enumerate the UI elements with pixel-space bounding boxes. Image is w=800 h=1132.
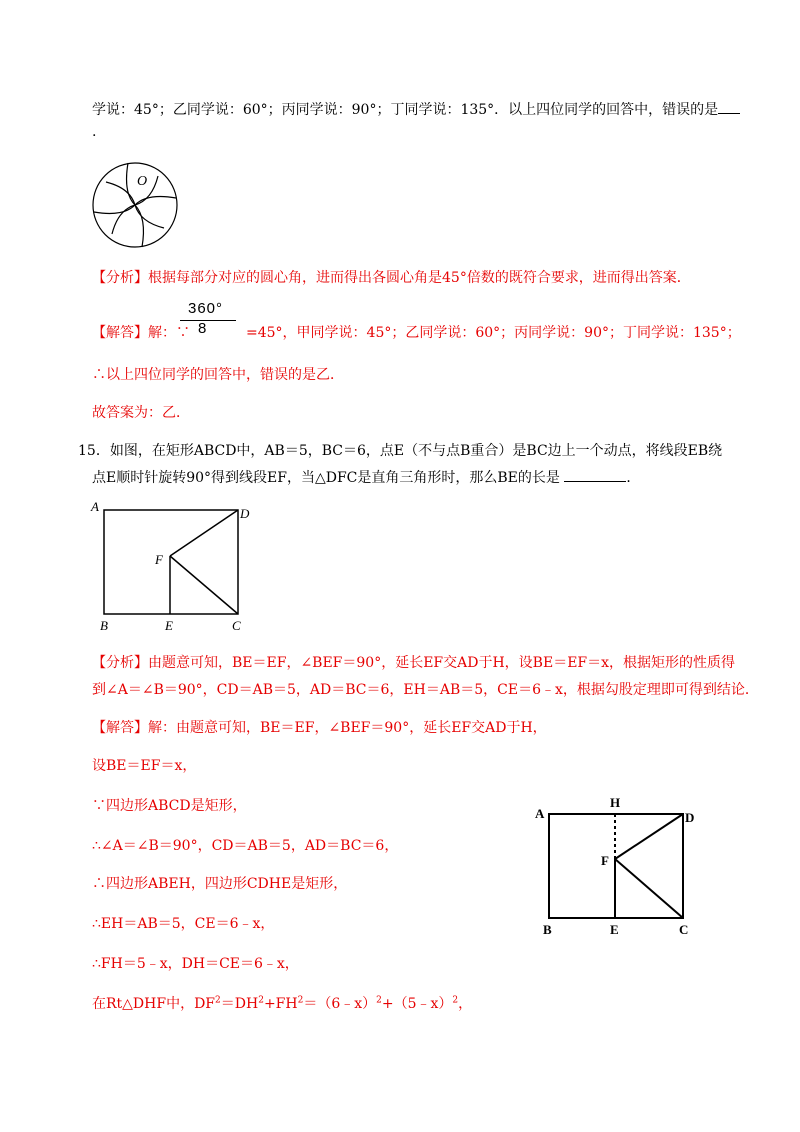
q15-analysis-line2: 到∠A＝∠B＝90°，CD＝AB＝5，AD＝BC＝6，EH＝AB＝5，CE＝6﹣x，根据勾股定理即可得到结论． xyxy=(92,682,759,698)
pinwheel-arc xyxy=(135,205,164,228)
q15-stem-line1 xyxy=(78,441,722,461)
label-h: H xyxy=(610,795,621,810)
q14-analysis: 【分析】根据每部分对应的圆心角，进而得出各圆心角是45°倍数的既符合要求，进而得出答案． xyxy=(92,270,691,286)
q15-step5: ∴EH＝AB＝5，CE＝6﹣x， xyxy=(92,916,275,932)
q14-line1-text: 学说：45°；乙同学说：60°；丙同学说：90°；丁同学说：135°．以上四位同学的回答中，错误的是 xyxy=(92,102,719,118)
q15-step1: 设BE＝EF＝x， xyxy=(92,758,197,774)
fraction-denominator: 8 xyxy=(198,320,207,337)
q15-step2: ∵四边形ABCD是矩形， xyxy=(92,798,247,814)
fraction-numerator: 360° xyxy=(188,300,224,317)
q15-stem-line2 xyxy=(92,467,640,488)
label-e: E xyxy=(610,922,619,937)
q14-line2: . xyxy=(92,124,97,140)
label-c: C xyxy=(679,922,689,937)
label-c: C xyxy=(232,618,241,633)
segment-fd xyxy=(170,510,238,556)
q15-step3: ∴∠A＝∠B＝90°，CD＝AB＝5，AD＝BC＝6， xyxy=(92,838,399,854)
step7-part-c: +FH xyxy=(263,996,298,1012)
label-a: A xyxy=(535,806,545,821)
rectangle-abcd xyxy=(104,510,238,614)
step7-part-d: ＝（6﹣x） xyxy=(303,996,377,1012)
pinwheel-circle-figure xyxy=(90,160,180,250)
segment-fd xyxy=(615,814,683,859)
pinwheel-arc xyxy=(135,205,143,247)
q15-step4: ∴四边形ABEH，四边形CDHE是矩形， xyxy=(92,876,348,892)
circle-center-label: O xyxy=(137,174,148,189)
step7-part-e: +（5﹣x） xyxy=(381,996,453,1012)
fraction-bar xyxy=(180,320,236,321)
superscript-2: 2 xyxy=(258,995,264,1006)
label-f: F xyxy=(155,552,163,567)
q15-stem1: 如图，在矩形ABCD中，AB＝5，BC＝6，点E（不与点B重合）是BC边上一个动点，将线段EB绕 xyxy=(109,443,723,459)
label-b: B xyxy=(100,618,108,633)
step7-part-a: 在Rt△DHF中，DF xyxy=(92,996,216,1012)
label-b: B xyxy=(543,922,552,937)
pinwheel-arc xyxy=(112,205,135,234)
pinwheel-arc xyxy=(94,205,135,213)
step7-part-b: ＝DH xyxy=(220,996,259,1012)
answer-blank xyxy=(718,99,740,114)
superscript-2: 2 xyxy=(376,995,382,1006)
pinwheel-arc xyxy=(127,163,135,205)
q14-solution xyxy=(92,323,741,343)
rectangle-figure-2 xyxy=(533,792,708,940)
superscript-2: 2 xyxy=(297,995,304,1006)
q15-analysis-line1: 【分析】由题意可知，BE＝EF，∠BEF＝90°，延长EF交AD于H，设BE＝EF＝x，根据矩形的性质得 xyxy=(92,655,736,671)
q14-conclusion: ∴以上四位同学的回答中，错误的是乙． xyxy=(92,367,344,383)
q15-step7 xyxy=(92,994,472,1014)
q15-step6: ∴FH＝5﹣x，DH＝CE＝6﹣x， xyxy=(92,956,299,972)
label-f: F xyxy=(601,853,609,868)
q15-solution-line1: 【解答】解：由题意可知，BE＝EF，∠BEF＝90°，延长EF交AD于H， xyxy=(92,720,547,736)
segment-fc xyxy=(170,556,238,614)
q15-stem2: 点E顺时针旋转90°得到线段EF，当△DFC是直角三角形时，那么BE的长是 xyxy=(92,470,560,486)
superscript-2: 2 xyxy=(452,995,459,1006)
answer-blank xyxy=(564,467,626,482)
q15-number: 15． xyxy=(78,443,110,459)
q14-line1 xyxy=(92,99,740,120)
q15-stem2-end: ． xyxy=(626,470,641,486)
q14-solution-label: 【解答】解：∵ xyxy=(92,325,190,341)
step7-part-f: ， xyxy=(458,996,473,1012)
pinwheel-arc xyxy=(106,182,135,205)
label-d: D xyxy=(240,506,250,521)
q14-answer: 故答案为：乙． xyxy=(92,405,190,421)
label-e: E xyxy=(165,618,173,633)
label-d: D xyxy=(685,810,695,825)
q14-solution-rest: =45°，甲同学说：45°；乙同学说：60°；丙同学说：90°；丁同学说：135°； xyxy=(246,325,741,341)
superscript-2: 2 xyxy=(215,995,221,1006)
pinwheel-arc xyxy=(135,197,176,205)
rectangle-figure-1 xyxy=(88,498,258,638)
segment-fc xyxy=(615,859,683,918)
label-a: A xyxy=(91,499,99,514)
